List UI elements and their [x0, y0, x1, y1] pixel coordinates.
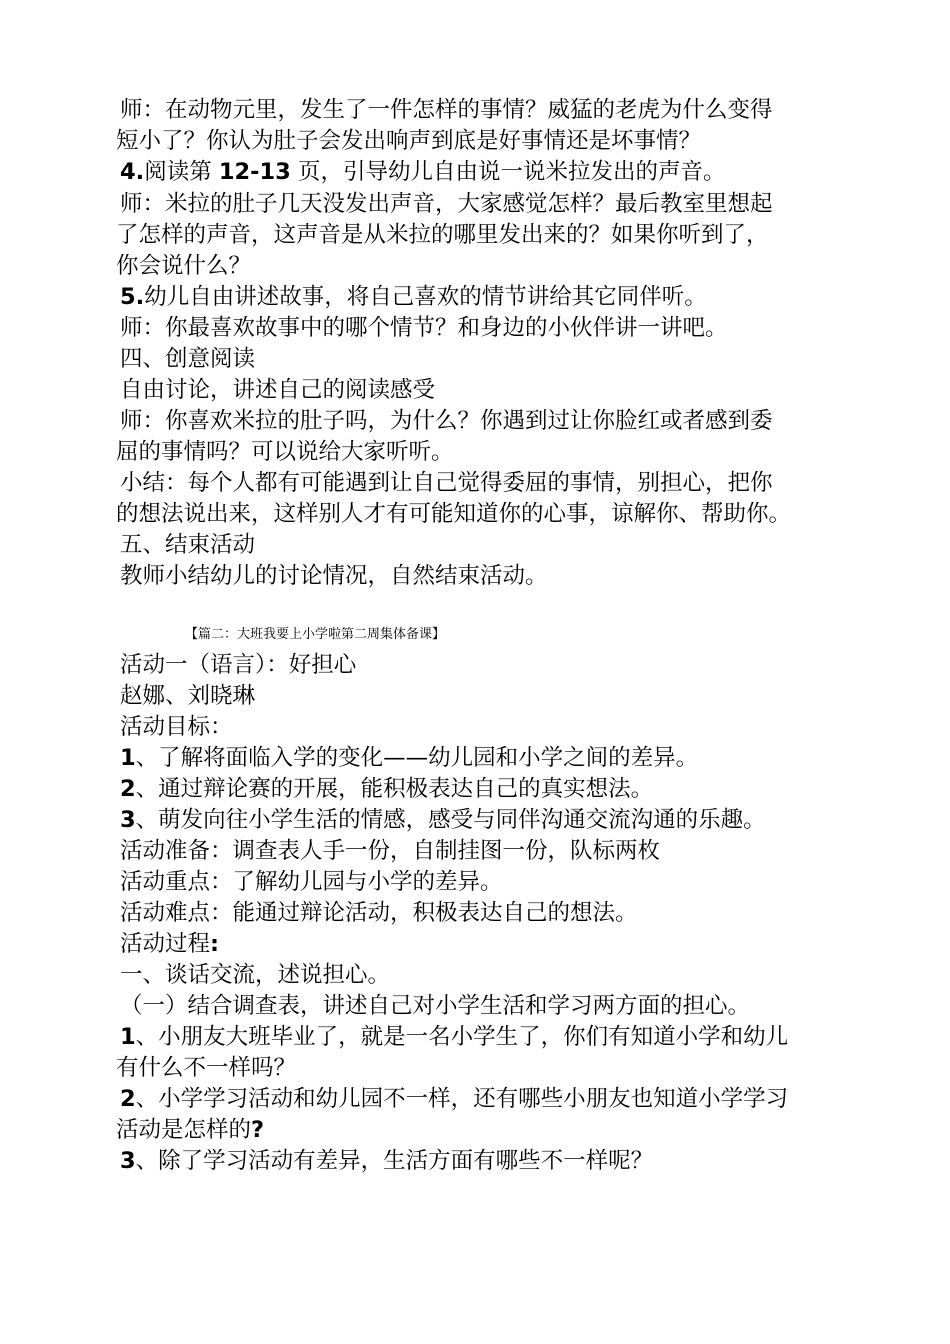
text-line: 屈的事情吗？可以说给大家听听。: [116, 439, 454, 465]
text-line: [120, 929, 850, 959]
text-line: 了怎样的声音，这声音是从米拉的哪里发出来的？如果你听到了，: [116, 222, 769, 248]
line-text: 、了解将面临入学的变化——幼儿园和小学之间的差异。: [135, 745, 699, 771]
line-text: 、除了学习活动有差异，生活方面有哪些不一样呢？: [135, 1148, 654, 1174]
text-line: 的想法说出来，这样别人才有可能知道你的心事，谅解你、帮助你。: [116, 501, 792, 527]
text-line: [120, 1022, 850, 1052]
text-line: [120, 282, 850, 312]
text-line: [120, 805, 850, 835]
heading: 四、创意阅读: [120, 346, 256, 372]
list-number: 4.: [120, 159, 145, 185]
text-line: [116, 1115, 846, 1145]
text-line: （一）结合调查表，讲述自己对小学生活和学习两方面的担心。: [120, 993, 751, 1019]
list-number: 3: [120, 1148, 136, 1174]
text-line: [120, 774, 850, 804]
line-text: 、萌发向往小学生活的情感，感受与同伴沟通交流沟通的乐趣。: [135, 807, 766, 833]
line-text: 活动是怎样的: [116, 1117, 252, 1143]
page-range: 12-13: [218, 159, 291, 185]
section-title: 【篇二：大班我要上小学啦第二周集体备课】: [185, 627, 446, 642]
text-line: 教师小结幼儿的讨论情况，自然结束活动。: [120, 563, 548, 589]
heading: 一、谈话交流，述说担心。: [120, 962, 391, 988]
text-line: 赵娜、刘晓琳: [120, 683, 256, 709]
list-number: 2: [120, 776, 136, 802]
text-line: 师：在动物元里，发生了一件怎样的事情？威猛的老虎为什么变得: [120, 97, 773, 123]
text-line: [120, 157, 850, 187]
line-text: 、小朋友大班毕业了，就是一名小学生了，你们有知道小学和幼儿: [135, 1024, 789, 1050]
line-text: 、小学学习活动和幼儿园不一样，还有哪些小朋友也知道小学学习: [135, 1086, 789, 1112]
text-line: 活动目标：: [120, 714, 233, 740]
line-text: 阅读第: [144, 159, 219, 185]
text-line: 活动准备：调查表人手一份，自制挂图一份，队标两枚: [120, 838, 661, 864]
colon: :: [210, 931, 220, 957]
text-line: 师：你喜欢米拉的肚子吗，为什么？你遇到过让你脸红或者感到委: [120, 408, 773, 434]
line-text: 、通过辩论赛的开展，能积极表达自己的真实想法。: [135, 776, 654, 802]
text-line: [120, 1084, 850, 1114]
question-mark: ?: [251, 1117, 265, 1143]
text-line: 活动难点：能通过辩论活动，积极表达自己的想法。: [120, 900, 638, 926]
text-line: 有什么不一样吗？: [116, 1055, 297, 1081]
text-line: 你会说什么？: [116, 253, 252, 279]
text-line: 活动重点：了解幼儿园与小学的差异。: [120, 869, 503, 895]
list-number: 2: [120, 1086, 136, 1112]
text-line: 短小了？你认为肚子会发出响声到底是好事情还是坏事情？: [116, 128, 702, 154]
text-line: 师：你最喜欢故事中的哪个情节？和身边的小伙伴讲一讲吧。: [120, 315, 728, 341]
line-text: 活动过程: [120, 931, 211, 957]
text-line: 自由讨论，讲述自己的阅读感受: [120, 377, 436, 403]
list-number: 5.: [120, 284, 145, 310]
line-text: 幼儿自由讲述故事，将自己喜欢的情节讲给其它同伴听。: [144, 284, 707, 310]
text-line: 师：米拉的肚子几天没发出声音，大家感觉怎样？最后教室里想起: [120, 191, 773, 217]
list-number: 1: [120, 1024, 136, 1050]
list-number: 1: [120, 745, 136, 771]
text-line: [120, 743, 850, 773]
text-line: [120, 1146, 850, 1176]
line-text: 页，引导幼儿自由说一说米拉发出的声音。: [290, 159, 726, 185]
heading: 五、结束活动: [120, 532, 256, 558]
text-line: 活动一（语言）：好担心: [120, 652, 357, 678]
text-line: 小结：每个人都有可能遇到让自己觉得委屈的事情，别担心，把你: [120, 470, 773, 496]
list-number: 3: [120, 807, 136, 833]
